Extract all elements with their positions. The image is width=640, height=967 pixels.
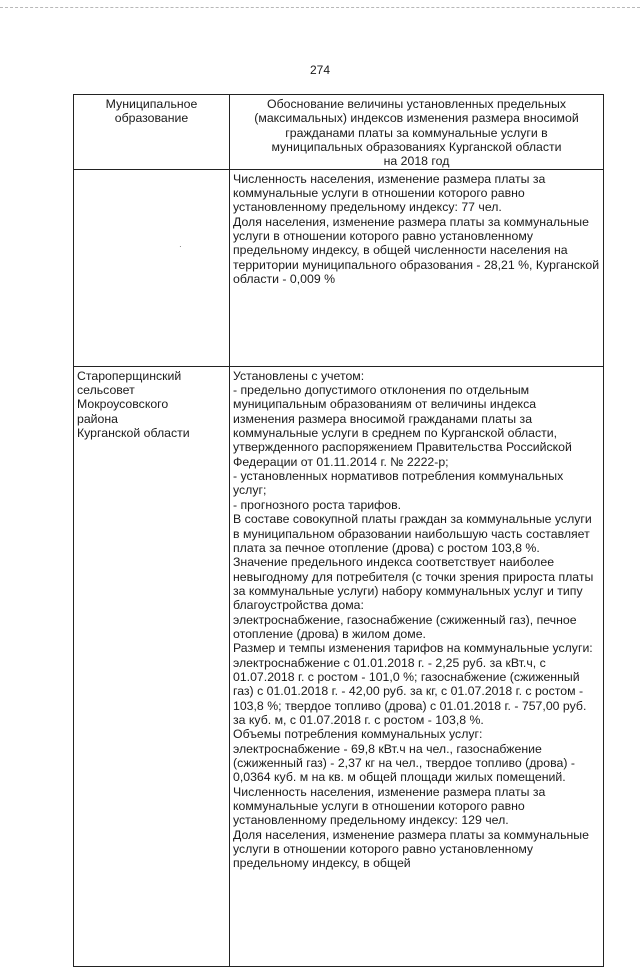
justification-paragraph: Численность населения, изменение размера платы за коммунальные услуги в отношении которого равно установленному предельному индексу: 129 чел. xyxy=(233,784,546,828)
header-justification-line: гражданами платы за коммунальные услуги в xyxy=(285,125,548,140)
municipality-line: района xyxy=(77,411,119,426)
municipality-cell-empty xyxy=(74,169,230,366)
header-municipality-line: образование xyxy=(114,111,189,126)
justification-paragraph: Объемы потребления коммунальных услуг: xyxy=(233,727,483,742)
header-justification-line: муниципальных образованиях Курганской области xyxy=(271,140,562,155)
municipality-line: Курганской области xyxy=(77,426,190,441)
header-justification-line: (максимальных) индексов изменения размера вносимой xyxy=(254,111,579,126)
table-row xyxy=(74,366,604,966)
header-justification xyxy=(230,95,604,170)
justification-paragraph: В составе совокупной платы граждан за коммунальные услуги в муниципальном образовании наибольшую часть составляет плата за печное отопление (дрова) с ростом 103,8 %. xyxy=(233,512,592,555)
municipality-line: сельсовет xyxy=(77,383,135,398)
table-row xyxy=(74,169,604,366)
justification-paragraph: Доля населения, изменение размера платы за коммунальные услуги в отношении которого равно установленному предельному индексу, в общей xyxy=(233,827,589,871)
scan-dot-mark: · xyxy=(179,242,182,251)
justification-paragraph: Установлены с учетом: xyxy=(233,368,365,383)
justification-table xyxy=(73,94,604,967)
justification-paragraph: - предельно допустимого отклонения по отдельным муниципальным образованиям от величины индекса изменения размера вносимой гражданами платы за коммунальные услуги в среднем по Курганской области, утвержденного распоряжением Правительства Российской Федерации от 01.11.2014 г. № 2222-р; xyxy=(233,383,572,469)
justification-paragraph: электроснабжение с 01.01.2018 г. - 2,25 руб. за кВт.ч, с 01.07.2018 г. с ростом - 101,0 %; газоснабжение (сжиженный газ) с 01.01.2018 г. - 42,00 руб. за кг, с 01.07.2018 г. с ростом - 103,8 %; твердое топливо (дрова) с 01.01.2018 г. - 757,00 руб. за куб. м, с 01.07.2018 г. с ростом - 103,8 %. xyxy=(233,655,587,727)
justification-cell xyxy=(230,366,604,966)
justification-paragraph: - установленных нормативов потребления коммунальных услуг; xyxy=(233,469,564,498)
header-justification-line: Обоснование величины установленных предельных xyxy=(267,97,566,111)
justification-paragraph: Размер и темпы изменения тарифов на коммунальные услуги: xyxy=(233,641,593,656)
justification-paragraph: Значение предельного индекса соответствует наиболее невыгодному для потребителя (с точки зрения прироста платы за коммунальные услуги) набору коммунальных услуг и типу благоустройства дома: xyxy=(233,555,594,613)
justification-cell xyxy=(230,169,604,366)
justification-paragraph: - прогнозного роста тарифов. xyxy=(233,497,402,512)
header-municipality-line: Муниципальное xyxy=(105,97,198,111)
justification-paragraph: Численность населения, изменение размера платы за коммунальные услуги в отношении которого равно установленному предельному индексу: 77 чел. xyxy=(233,171,546,215)
header-justification-line: на 2018 год xyxy=(383,154,450,169)
justification-paragraph: электроснабжение - 69,8 кВт.ч на чел., газоснабжение (сжиженный газ) - 2,37 кг на чел., твердое топливо (дрова) - 0,0364 куб. м на кв. м общей площади жилых помещений. xyxy=(233,741,575,785)
municipality-line: Мокроусовского xyxy=(77,397,169,412)
justification-paragraph: Доля населения, изменение размера платы за коммунальные услуги в отношении которого равно установленному предельному индексу, в общей численности населения на территории муниципального образования - 28,21 %, Курганской области - 0,009 % xyxy=(233,214,600,287)
table-header-row xyxy=(74,95,604,170)
header-municipality xyxy=(74,95,230,170)
municipality-cell xyxy=(74,366,230,966)
scan-top-edge xyxy=(0,7,640,8)
page-number: 274 xyxy=(309,63,331,77)
justification-paragraph: электроснабжение, газоснабжение (сжиженный газ), печное отопление (дрова) в жилом доме. xyxy=(233,612,577,641)
municipality-line: Староперщинский xyxy=(77,368,182,383)
